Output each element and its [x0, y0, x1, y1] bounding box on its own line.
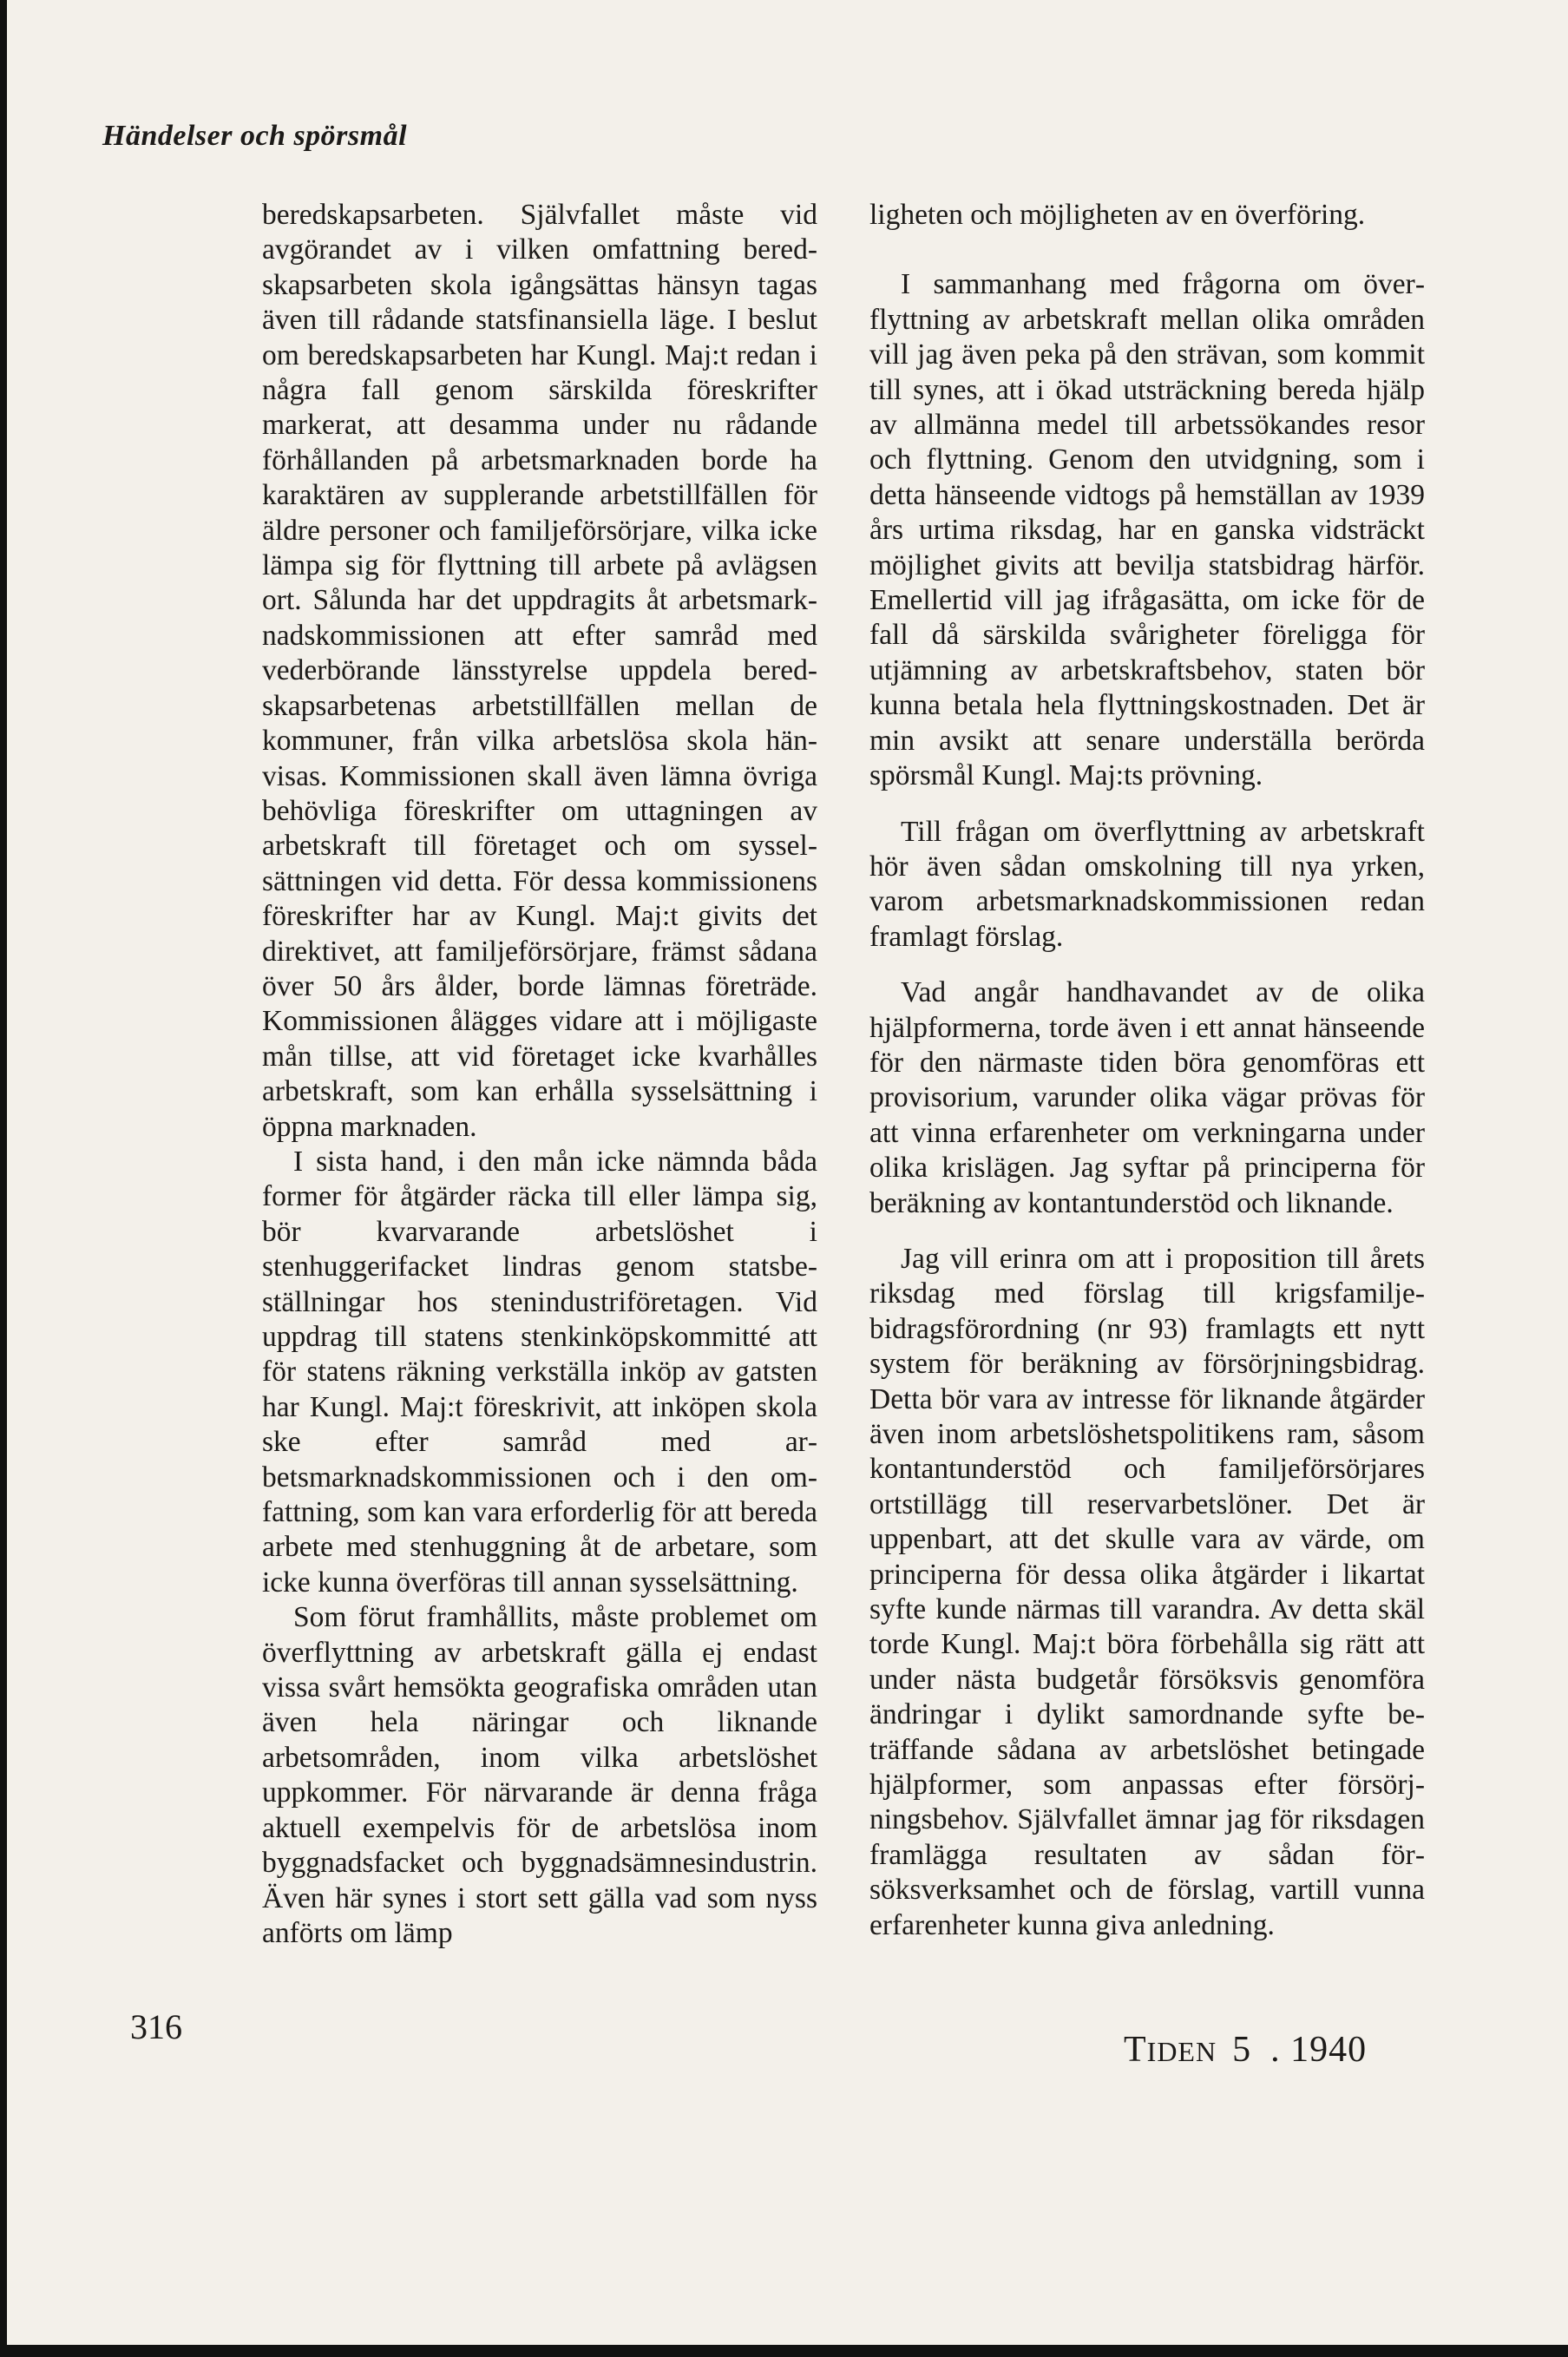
left-column	[262, 198, 817, 1951]
paragraph: ligheten och möjligheten av en överföring.	[869, 199, 1366, 231]
paragraph: Till frågan om överflyttning av arbetskraft hör även sådan omskolning till nya yrken, varom arbetsmarknadskommissionen redan framlagt förslag.	[869, 815, 1425, 953]
paragraph: beredskapsarbeten. Självfallet måste vid avgörandet av i vilken omfattning beredskapsarbeten skola igångsättas hänsyn tagas även till rådande statsfinansiella läge. I beslut om beredskapsarbeten har Kungl. Maj:t redan i några fall genom särskilda föreskrifter markerat, att desamma under nu rådande förhållanden på arbetsmarknaden borde ha karaktären av supplerande arbetstillfällen för äldre personer och familjeförsörjare, vilka icke lämpa sig för flyttning till arbete på avlägsen ort. Sålunda har det uppdragits åt arbetsmarknadskommissionen att efter samråd med vederbörande länsstyrelse uppdela beredskapsarbetenas arbetstillfällen mellan de kommuner, från vilka arbetslösa skola hänvisas. Kommissionen skall även lämna övriga behövliga föreskrifter om uttagningen av arbetskraft till företaget och om sysselsättningen vid detta. För dessa kommissionens föreskrifter har av Kungl. Maj:t givits det direktivet, att familjeförsörjare, främst sådana över 50 års ålder, borde lämnas företräde. Kommissionen ålägges vidare att i möjligaste mån tillse, att vid företaget icke kvarhålles arbetskraft, som kan erhålla sysselsättning i öppna marknaden.	[262, 199, 817, 1143]
paragraph: I sammanhang med frågorna om överflyttning av arbetskraft mellan olika områden vill jag även peka på den strävan, som kommit till synes, att i ökad utsträckning bereda hjälp av allmänna medel till arbetssökandes resor och flyttning. Genom den utvidgning, som i detta hänseende vidtogs på hemställan av 1939 års urtima riksdag, har en ganska vidsträckt möjlighet givits att bevilja statsbidrag härför. Emellertid vill jag ifrågasätta, om icke för de fall då särskilda svårigheter föreligga för utjämning av arbetskraftsbehov, staten bör kunna betala hela flyttningskostnaden. Det är min avsikt att senare underställa berörda spörsmål Kungl. Maj:ts prövning.	[869, 268, 1425, 792]
right-column	[869, 198, 1425, 1943]
paragraph: Jag vill erinra om att i proposition till årets riksdag med förslag till krigsfamiljebidragsförordning (nr 93) framlagts ett nytt system för beräkning av försörjningsbidrag. Detta bör vara av intresse för liknande åtgärder även inom arbetslöshetspolitikens ram, såsom kontantunderstöd och familjeförsörjares ortstillägg till reservarbetslöner. Det är uppenbart, att det skulle vara av värde, om principerna för dessa olika åtgärder i likartat syfte kunde närmas till varandra. Av detta skäl torde Kungl. Maj:t böra förbehålla sig rätt att under nästa budgetår försöksvis genomföra ändringar i dylikt samordnande syfte beträffande sådana av arbetslöshet betingade hjälpformer, som anpassas efter försörjningsbehov. Självfallet ämnar jag för riksdagen framlägga resultaten av sådan försöksverksamhet och de förslag, vartill vunna erfarenheter kunna giva anledning.	[869, 1242, 1425, 1941]
journal-title-rest: IDEN	[1146, 2036, 1217, 2067]
scan-edge-bottom	[0, 2345, 1568, 2357]
journal-footer	[1124, 2029, 1367, 2071]
page-number: 316	[130, 2007, 182, 2046]
paragraph: Som förut framhållits, måste problemet om överflyttning av arbetskraft gälla ej endast vissa svårt hemsökta geografiska områden utan även hela näringar och liknande arbetsområden, inom vilka arbetslöshet uppkommer. För närvarande är denna fråga aktuell exempelvis för de arbetslösa inom byggnadsfacket och byggnadsämnesindustrin. Även här synes i stort sett gälla vad som nyss anförts om lämp	[262, 1601, 817, 1949]
journal-title-initial: T	[1124, 2030, 1147, 2070]
journal-year: . 1940	[1270, 2030, 1368, 2070]
scan-edge-left	[0, 0, 7, 2357]
journal-issue: 5	[1232, 2030, 1252, 2070]
paragraph: Vad angår handhavandet av de olika hjälpformerna, torde även i ett annat hänseende för den närmaste tiden böra genomföras ett provisorium, varunder olika vägar prövas för att vinna erfarenheter om verkningarna under olika krislägen. Jag syftar på principerna för beräkning av kontantunderstöd och liknande.	[869, 976, 1425, 1219]
paragraph: I sista hand, i den mån icke nämnda båda former för åtgärder räcka till eller lämpa sig, bör kvarvarande arbetslöshet i stenhuggerifacket lindras genom statsbeställningar hos stenindustriföretagen. Vid uppdrag till statens stenkinköpskommitté att för statens räkning verkställa inköp av gatsten har Kungl. Maj:t föreskrivit, att inköpen skola ske efter samråd med arbetsmarknadskommissionen och i den omfattning, som kan vara erforderlig för att bereda arbete med stenhuggning åt de arbetare, som icke kunna överföras till annan sysselsättning.	[262, 1145, 817, 1599]
running-head: Händelser och spörsmål	[102, 120, 408, 152]
